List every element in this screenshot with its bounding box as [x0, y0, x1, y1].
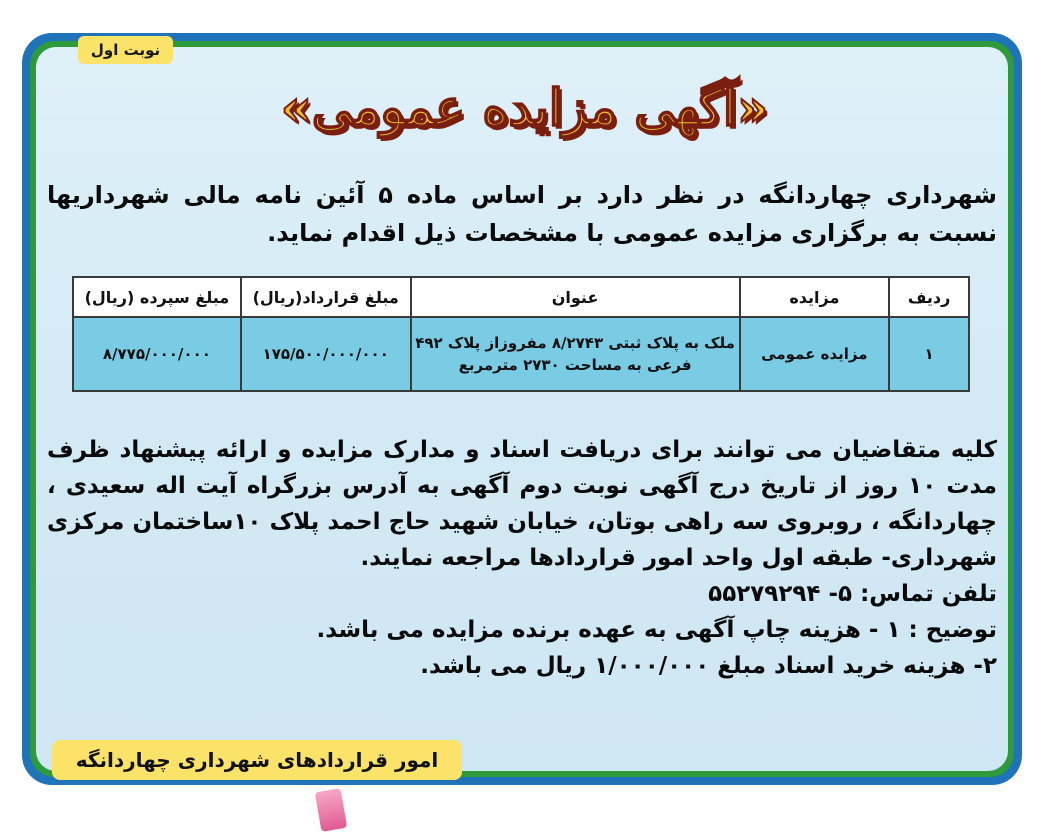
header-title: عنوان — [411, 277, 740, 317]
cell-auction: مزایده عمومی — [740, 317, 890, 391]
body-paragraph: کلیه متقاضیان می توانند برای دریافت اسناد و مدارک مزایده و ارائه پیشنهاد ظرف مدت ۱۰ روز از تاریخ درج آگهی نوبت دوم آگهی به آدرس بزرگراه آیت اله سعیدی ، چهاردانگه ، روبروی سه راهی بوتان، خیابان شهید حاج احمد پلاک ۱۰ساختمان مرکزی شهرداری- طبقه اول واحد امور قراردادها مراجعه نمایند. — [47, 437, 997, 571]
intro-paragraph: شهرداری چهاردانگه در نظر دارد بر اساس ماده ۵ آئین نامه مالی شهرداریها نسبت به برگزاری مزایده عمومی با مشخصات ذیل اقدام نماید. — [47, 181, 997, 247]
footer-badge: امور قراردادهای شهرداری چهاردانگه — [52, 740, 462, 780]
header-row-number: ردیف — [889, 277, 969, 317]
header-contract-amount: مبلغ قرارداد(ریال) — [241, 277, 411, 317]
phone-line: تلفن تماس: ۵- ۵۵۲۷۹۲۹۴ — [708, 581, 997, 607]
auction-table — [72, 276, 970, 392]
cell-title: ملک به پلاک ثبتی ۸/۲۷۴۳ مفروزاز پلاک ۴۹۲ فرعی به مساحت ۲۷۳۰ مترمربع — [411, 317, 740, 391]
cell-deposit-amount: ۸/۷۷۵/۰۰۰/۰۰۰ — [73, 317, 241, 391]
table-row — [73, 317, 969, 391]
ad-title: «آگهی مزایده عمومی» — [280, 78, 769, 137]
table-header-row — [73, 277, 969, 317]
round-badge: نوبت اول — [78, 36, 173, 64]
cell-row-number: ۱ — [889, 317, 969, 391]
pink-marker-decoration — [315, 788, 348, 832]
header-auction: مزایده — [740, 277, 890, 317]
header-deposit-amount: مبلغ سپرده (ریال) — [73, 277, 241, 317]
body-text — [47, 432, 997, 684]
note-line-2: ۲- هزینه خرید اسناد مبلغ ۱/۰۰۰/۰۰۰ ریال می باشد. — [420, 653, 997, 679]
note-line-1: توضیح : ۱ - هزینه چاپ آگهی به عهده برنده مزایده می باشد. — [316, 617, 997, 643]
cell-contract-amount: ۱۷۵/۵۰۰/۰۰۰/۰۰۰ — [241, 317, 411, 391]
